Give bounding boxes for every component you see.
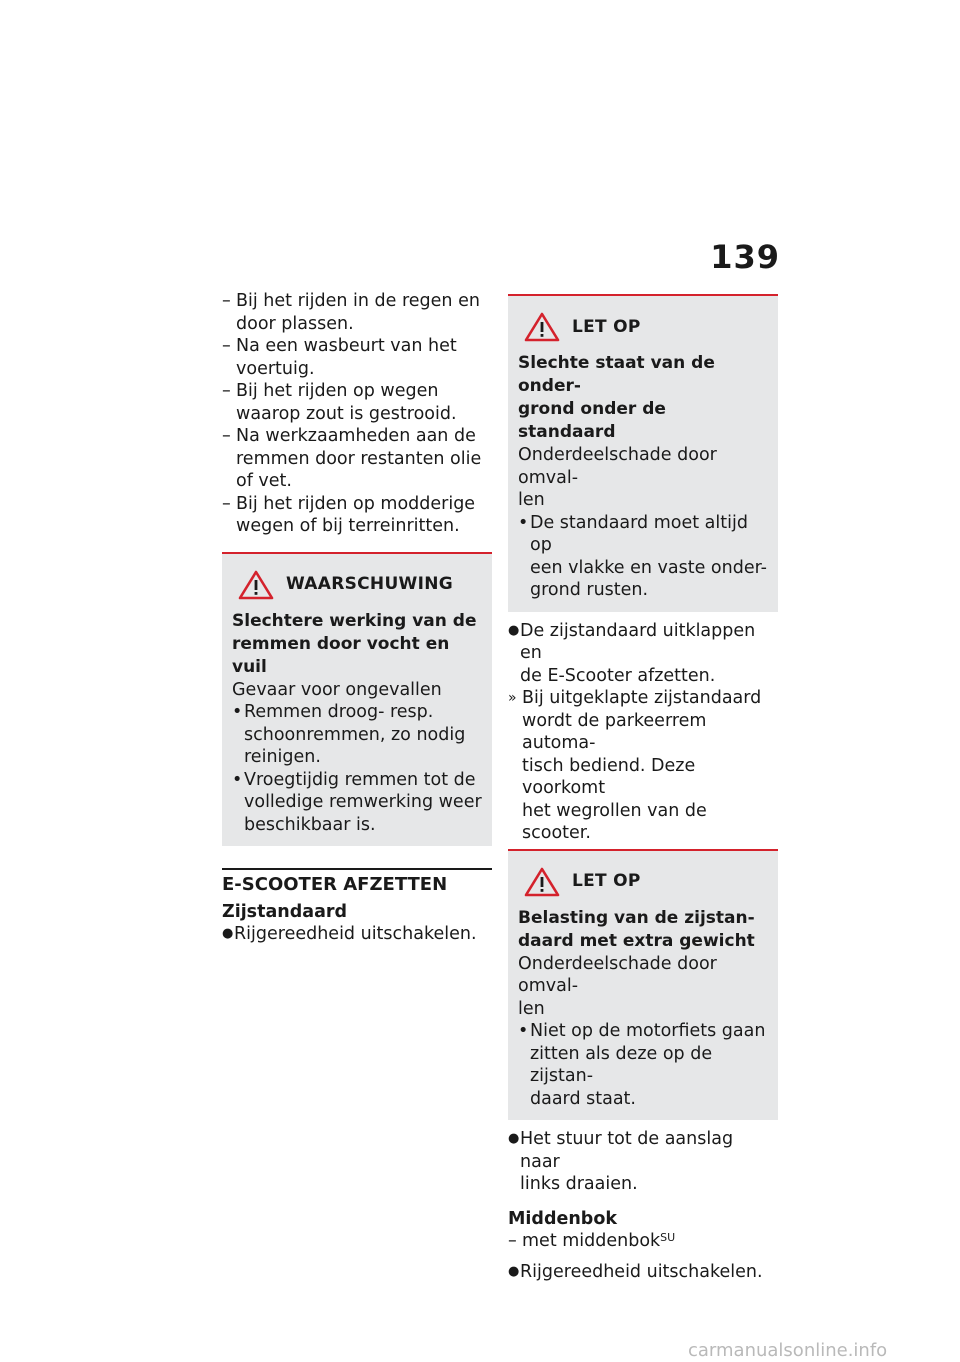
list-item: • Vroegtijdig remmen tot de volledige remwerking weer beschikbaar is.: [232, 769, 482, 835]
notice-box: [508, 849, 778, 1121]
watermark: carmanualsonline.info: [688, 1340, 888, 1361]
sub-heading: Middenbok: [508, 1208, 617, 1229]
list-item: – Bij het rijden op modderige wegen of bij terreinritten.: [222, 493, 476, 536]
warning-box: [222, 552, 492, 847]
notice-body: Onderdeelschade door omval- len • De standaard moet altijd op een vlakke en vaste onder- grond rusten.: [518, 445, 767, 600]
step-item: ● Het stuur tot de aanslag naar links draaien.: [508, 1129, 734, 1194]
list-item: – Bij het rijden op wegen waarop zout is gestrooid.: [222, 381, 457, 424]
warning-consequence: Gevaar voor ongevallen: [232, 679, 442, 700]
result-item: » Bij uitgeklapte zijstandaard wordt de parkeerrem automa- tisch bediend. Deze voorkomt het wegrollen van de scooter.: [508, 688, 762, 843]
warning-subtitle: Slechtere werking van de remmen door vocht en vuil: [232, 610, 477, 677]
list-item: • Remmen droog- resp. schoonremmen, zo nodig reinigen.: [232, 702, 466, 767]
warning-body: [232, 679, 482, 837]
notice-title: LET OP: [572, 316, 641, 337]
notice-box-header: [518, 865, 768, 899]
page-number: 139: [710, 238, 780, 276]
left-column: [222, 290, 492, 946]
model-superscript: SU: [660, 1231, 676, 1244]
section-heading: E-SCOOTER AFZETTEN: [222, 868, 492, 897]
list-item: – Na werkzaamheden aan de remmen door restanten olie of vet.: [222, 426, 482, 491]
list-item: • Niet op de motorfiets gaan zitten als deze op de zijstan- daard staat.: [518, 1021, 766, 1109]
right-column: [508, 294, 778, 1283]
warning-triangle-icon: [238, 570, 274, 600]
dash-list: [222, 290, 492, 538]
warning-triangle-icon: [524, 312, 560, 342]
warning-box-header: [232, 568, 482, 602]
notice-subtitle: Belasting van de zijstan- daard met extra gewicht: [518, 907, 755, 951]
condition-item: – met middenbok$^{SU}$: [508, 1231, 676, 1251]
notice-box: [508, 294, 778, 612]
list-item: – Na een wasbeurt van het voertuig.: [222, 336, 457, 379]
list-item: • De standaard moet altijd op een vlakke en vaste onder- grond rusten.: [518, 512, 767, 600]
notice-title: LET OP: [572, 871, 641, 892]
step-item: ● Rijgereedheid uitschakelen.: [222, 924, 477, 944]
notice-body: Onderdeelschade door omval- len • Niet op de motorfiets gaan zitten als deze op de zijstan- daard staat.: [518, 953, 768, 1111]
step-item: ● De zijstandaard uitklappen en de E-Scooter afzetten.: [508, 620, 756, 686]
sub-heading: Zijstandaard: [222, 901, 348, 922]
notice-subtitle: Slechte staat van de onder- grond onder de standaard: [518, 353, 715, 442]
warning-title: WAARSCHUWING: [286, 574, 454, 595]
notice-box-header: [518, 310, 768, 344]
warning-triangle-icon: [524, 867, 560, 897]
step-item: ● Rijgereedheid uitschakelen.: [508, 1261, 763, 1282]
list-item: – Bij het rijden in de regen en door plassen.: [222, 291, 480, 334]
